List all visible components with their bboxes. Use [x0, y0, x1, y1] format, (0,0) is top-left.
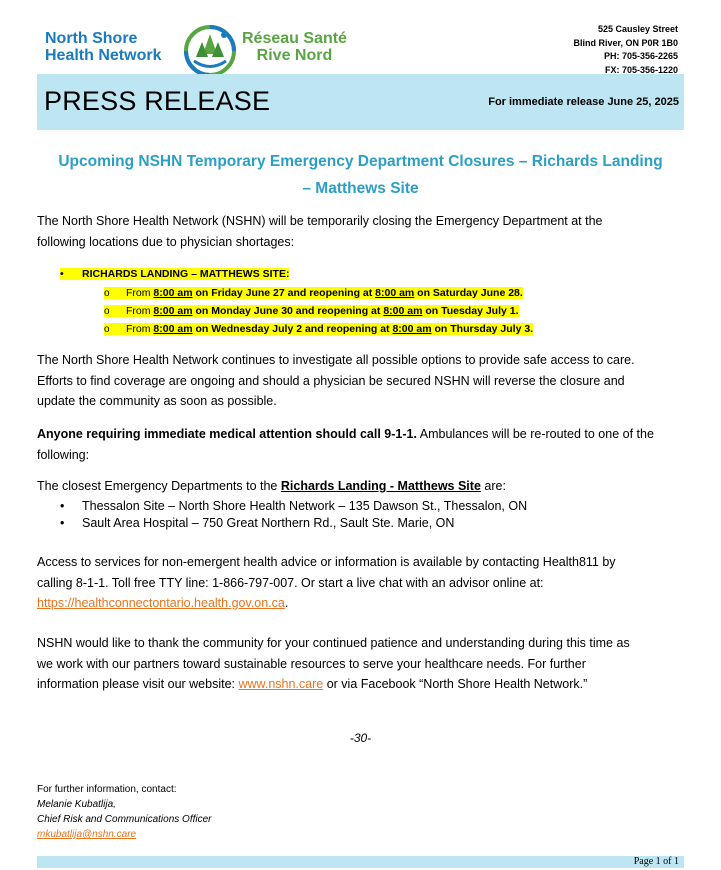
address-line: 525 Causley Street: [597, 24, 678, 34]
call-911-notice: Anyone requiring immediate medical attention should call 9-1-1.: [37, 427, 417, 441]
paragraph-line: following:: [37, 447, 90, 462]
bullet-icon: •: [60, 499, 65, 513]
healthconnect-link[interactable]: https://healthconnectontario.health.gov.on.ca: [37, 596, 285, 610]
site-link-text: Richards Landing - Matthews Site: [280, 479, 481, 493]
bullet-icon: •: [60, 516, 65, 530]
website-link[interactable]: www.nshn.care: [238, 677, 324, 691]
contact-title: Chief Risk and Communications Officer: [37, 814, 212, 825]
logo-french: [242, 30, 347, 64]
footer-bar: [37, 856, 684, 868]
closure-item: o From 8:00 am on Friday June 27 and reopening at 8:00 am on Saturday June 28.: [104, 284, 523, 303]
thanks-paragraph: NSHN would like to thank the community for your continued patience and understanding during this time as we work with our partners toward sustainable resources to serve your healthcare needs. For further information please visit our website: www.nshn.care or via Facebook “North Shore Health Network.”: [37, 633, 687, 695]
paragraph-line: Access to services for non-emergent health advice or information is available by contacting Health811 by: [37, 555, 616, 569]
closest-heading: The closest Emergency Departments to the Richards Landing - Matthews Site are:: [37, 479, 506, 493]
bullet-icon: •: [60, 268, 64, 280]
circle-bullet-icon: o: [104, 288, 110, 299]
headline: [37, 148, 684, 202]
contact-email-link[interactable]: mkubatlija@nshn.care: [37, 829, 137, 840]
contact-label: For further information, contact:: [37, 784, 177, 795]
site-bullet: [60, 266, 289, 283]
contact-block: [37, 782, 212, 842]
circle-bullet-icon: o: [104, 306, 110, 317]
intro-paragraph: [37, 211, 687, 252]
paragraph-line: we work with our partners toward sustainable resources to serve your healthcare needs. For further: [37, 656, 586, 671]
end-mark: -30-: [349, 731, 372, 745]
paragraph-line: NSHN would like to thank the community for your continued patience and understanding during this time as: [37, 636, 630, 650]
intro-line: The North Shore Health Network (NSHN) will be temporarily closing the Emergency Department at the: [37, 214, 603, 228]
list-item: • Thessalon Site – North Shore Health Network – 135 Dawson St., Thessalon, ON: [60, 499, 528, 513]
headline-line2: – Matthews Site: [302, 180, 419, 197]
paragraph-line: The North Shore Health Network continues to investigate all possible options to provide safe access to care.: [37, 353, 635, 367]
address-line: FX: 705-356-1220: [604, 64, 678, 75]
paragraph-line: update the community as soon as possible.: [37, 394, 277, 408]
address-block: [573, 23, 678, 77]
coverage-paragraph: [37, 350, 687, 412]
paragraph-line: Efforts to find coverage are ongoing and should a physician be secured NSHN will reverse the closure and: [37, 373, 625, 388]
intro-line: following locations due to physician shortages:: [37, 234, 295, 249]
banner-title: PRESS RELEASE: [44, 86, 271, 116]
emergency-paragraph: Anyone requiring immediate medical attention should call 9-1-1. Ambulances will be re-routed to one of the following:: [37, 424, 687, 465]
page-number: Page 1 of 1: [633, 856, 679, 867]
contact-name: Melanie Kubatlija,: [37, 799, 116, 810]
network-emblem-icon: [183, 24, 237, 78]
address-line: PH: 705-356-2265: [603, 51, 678, 61]
site-name: RICHARDS LANDING – MATTHEWS SITE:: [82, 268, 290, 280]
logo-en-line1: North Shore: [45, 30, 138, 47]
closure-item: o From 8:00 am on Monday June 30 and reopening at 8:00 am on Tuesday July 1.: [104, 302, 519, 321]
address-line: Blind River, ON P0R 1B0: [573, 37, 678, 48]
logo-english: [45, 30, 161, 64]
closure-item: o From 8:00 am on Wednesday July 2 and reopening at 8:00 am on Thursday July 3.: [104, 320, 533, 339]
logo-en-line2: Health Network: [45, 47, 162, 64]
logo-fr-line2: Rive Nord: [256, 47, 333, 64]
paragraph-line: calling 8-1-1. Toll free TTY line: 1-866-797-007. Or start a live chat with an advisor online at:: [37, 575, 544, 590]
logo-fr-line1: Réseau Santé: [242, 30, 347, 47]
list-item: • Sault Area Hospital – 750 Great Northern Rd., Sault Ste. Marie, ON: [60, 516, 455, 530]
circle-bullet-icon: o: [104, 324, 110, 335]
health811-paragraph: Access to services for non-emergent health advice or information is available by contacting Health811 by calling 8-1-1. Toll free TTY line: 1-866-797-007. Or start a live chat with an advisor online at: https://healthconnectontario.health.gov.on.ca.: [37, 552, 687, 614]
headline-line1: Upcoming NSHN Temporary Emergency Department Closures – Richards Landing: [58, 153, 663, 170]
release-date: For immediate release June 25, 2025: [488, 96, 679, 108]
